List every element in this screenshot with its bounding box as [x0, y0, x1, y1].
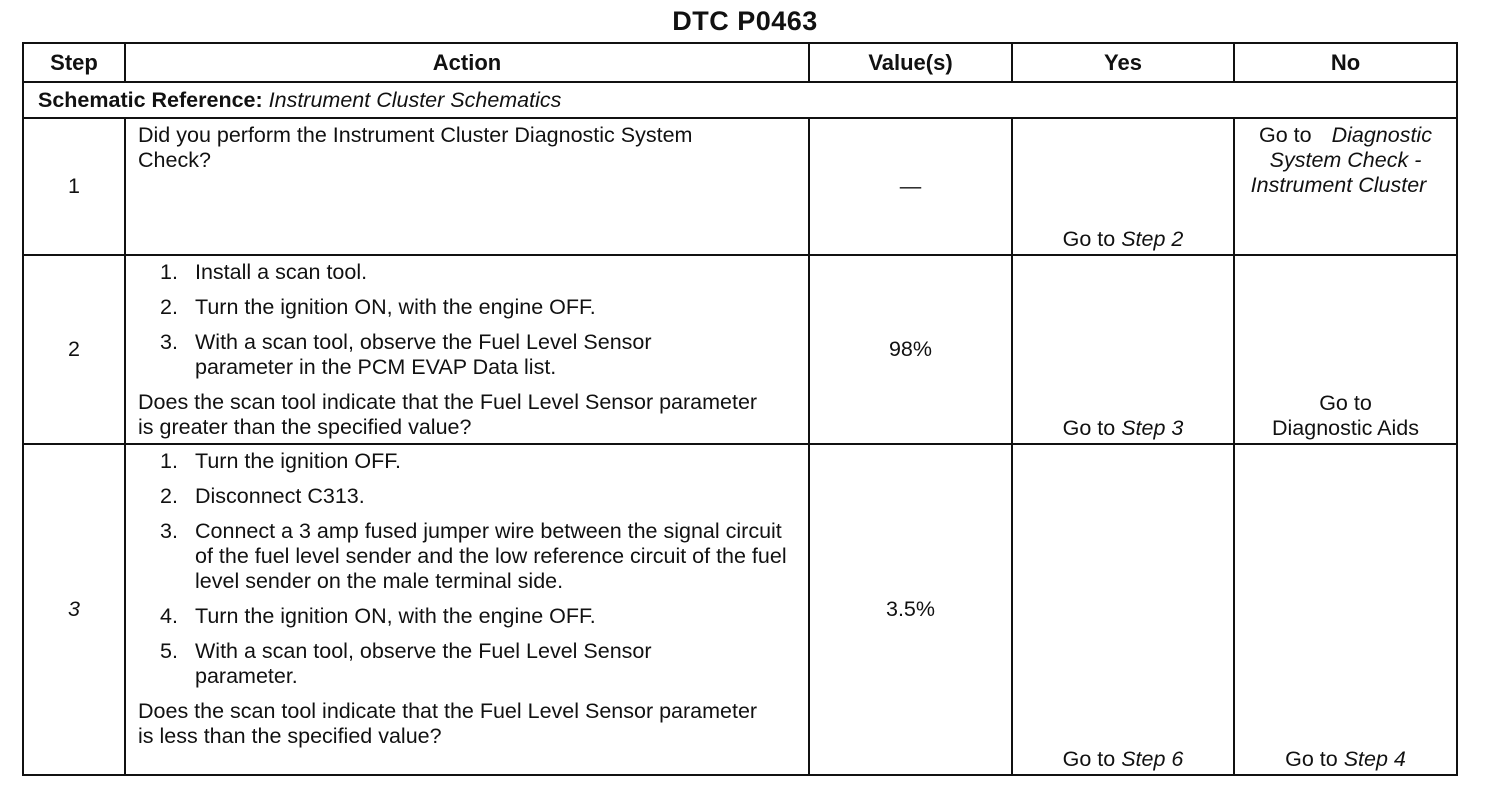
- step-number: 1: [23, 118, 125, 255]
- yes-cell: [1012, 255, 1234, 444]
- list-item: 2. Turn the ignition ON, with the engine OFF.: [160, 295, 596, 319]
- list-item: 5. With a scan tool, observe the Fuel Level Sensor parameter.: [160, 639, 652, 688]
- procedure-list: [138, 260, 798, 380]
- no-diagnostic-aids-link[interactable]: Diagnostic Aids: [1272, 416, 1419, 440]
- list-item: 1. Turn the ignition OFF.: [160, 449, 401, 473]
- action-cell: [125, 118, 809, 255]
- value-cell: 3.5%: [809, 444, 1012, 775]
- no-cell: [1234, 255, 1457, 444]
- table-row: [23, 118, 1457, 255]
- action-cell: [125, 255, 809, 444]
- header-row: [23, 43, 1457, 82]
- table-row: [23, 444, 1457, 775]
- procedure-list: [138, 449, 798, 689]
- value-cell: —: [809, 118, 1012, 255]
- list-item: 4. Turn the ignition ON, with the engine OFF.: [160, 604, 596, 628]
- no-line-1: Go to: [1319, 391, 1372, 415]
- yes-cell: [1012, 118, 1234, 255]
- action-cell: [125, 444, 809, 775]
- no-cell: [1234, 118, 1457, 255]
- schematic-reference: [23, 82, 1457, 118]
- header-yes: Yes: [1012, 43, 1234, 82]
- action-question: Does the scan tool indicate that the Fuel Level Sensor parameter is less than the specified value?: [138, 699, 758, 748]
- action-question: Did you perform the Instrument Cluster Diagnostic System Check?: [138, 123, 693, 172]
- no-prefix: Go to: [1259, 123, 1318, 147]
- value-cell: 98%: [809, 255, 1012, 444]
- schematic-reference-label: Schematic Reference:: [38, 87, 263, 112]
- yes-step-link[interactable]: Step 2: [1121, 227, 1184, 251]
- step-number: 2: [23, 255, 125, 444]
- list-item: 2. Disconnect C313.: [160, 484, 365, 508]
- page-title: DTC P0463: [672, 6, 818, 36]
- list-item: 1. Install a scan tool.: [160, 260, 368, 284]
- header-values: Value(s): [809, 43, 1012, 82]
- yes-prefix: Go to: [1062, 416, 1122, 440]
- list-item: 3. Connect a 3 amp fused jumper wire between the signal circuit of the fuel level sender and the low reference circuit of the fuel level sender on the male terminal side.: [160, 519, 787, 593]
- schematic-reference-row: [23, 82, 1457, 118]
- yes-step-link[interactable]: Step 6: [1121, 747, 1184, 771]
- action-question: Does the scan tool indicate that the Fuel Level Sensor parameter is greater than the specified value?: [138, 390, 758, 439]
- step-number: 3: [23, 444, 125, 775]
- header-step: Step: [23, 43, 125, 82]
- diagnostic-table: [22, 42, 1458, 776]
- list-item: 3. With a scan tool, observe the Fuel Level Sensor parameter in the PCM EVAP Data list.: [160, 330, 652, 379]
- no-prefix: Go to: [1285, 747, 1344, 771]
- table-row: [23, 255, 1457, 444]
- schematic-reference-link[interactable]: Instrument Cluster Schematics: [268, 87, 562, 112]
- yes-prefix: Go to: [1062, 227, 1122, 251]
- yes-prefix: Go to: [1062, 747, 1122, 771]
- yes-step-link[interactable]: Step 3: [1121, 416, 1184, 440]
- yes-cell: [1012, 444, 1234, 775]
- header-no: No: [1234, 43, 1457, 82]
- no-diagnostic-link[interactable]: Diagnostic System Check - Instrument Cluster: [1250, 123, 1432, 197]
- no-step-link[interactable]: Step 4: [1343, 747, 1406, 771]
- no-cell: [1234, 444, 1457, 775]
- header-action: Action: [125, 43, 809, 82]
